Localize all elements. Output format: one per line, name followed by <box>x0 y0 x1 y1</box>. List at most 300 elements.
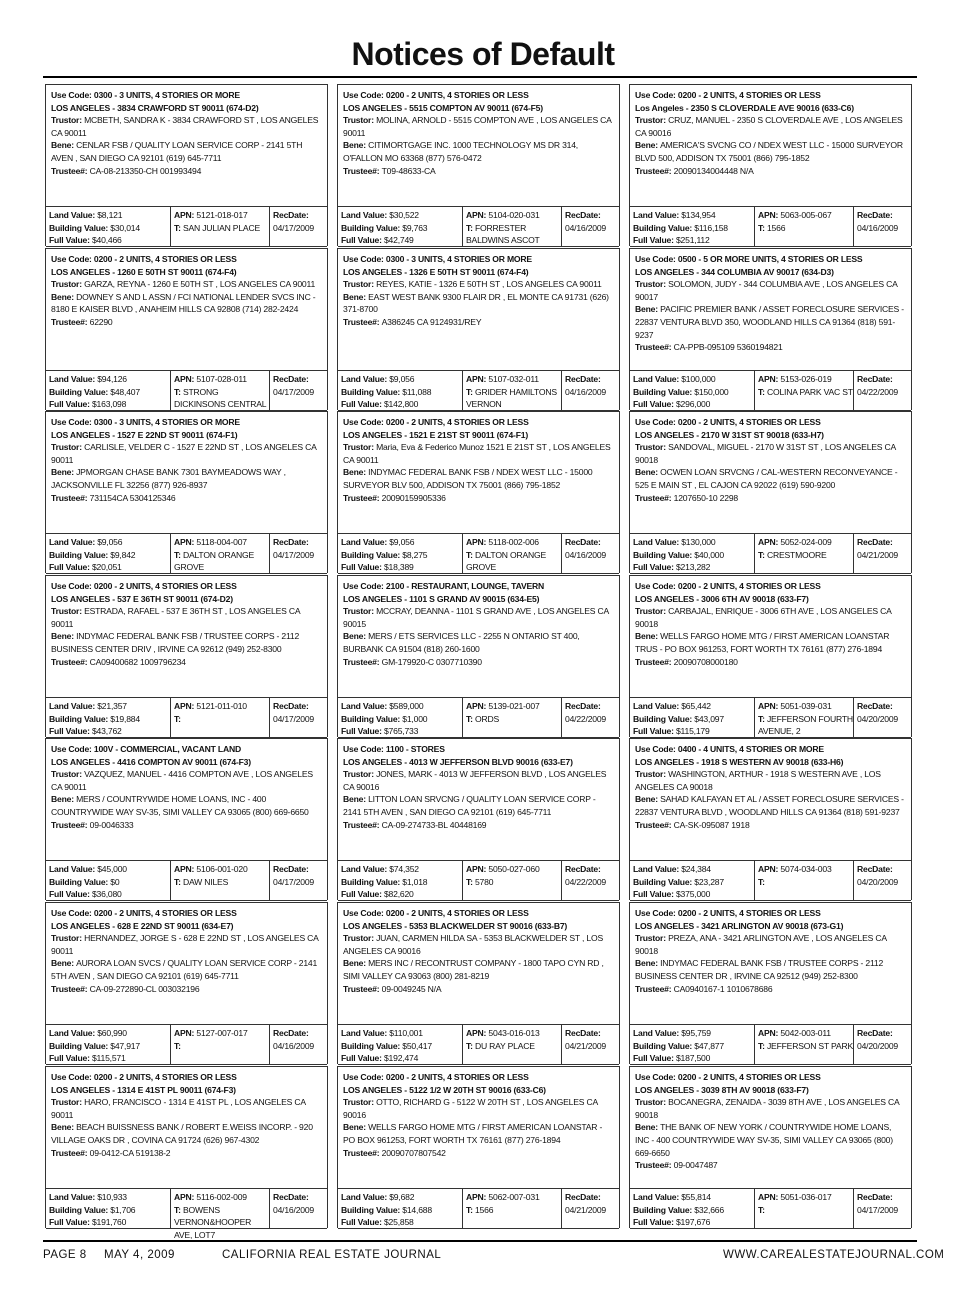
notice-card <box>629 738 912 900</box>
building-value <box>49 386 170 399</box>
building-value-label: Building Value: <box>633 222 695 233</box>
use-code: Use Code: 0200 - 2 UNITS, 4 STORIES OR LESS <box>51 254 237 264</box>
trustee-number-value: T09-48633-CA <box>381 165 436 176</box>
tract-label: T: <box>466 713 475 724</box>
apn-value: 5107-032-011 <box>488 374 539 384</box>
recdate-value: 04/21/2009 <box>565 1040 607 1051</box>
apn-cell <box>462 534 561 573</box>
beneficiary-label: Bene: <box>343 140 369 151</box>
property-address: LOS ANGELES - 1101 S GRAND AV 90015 (634-E5) <box>343 593 540 604</box>
apn-label: APN: <box>758 864 781 874</box>
tract-label: T: <box>174 1204 183 1215</box>
tract-value: STRONG DICKINSONS CENTRAL <box>174 386 267 410</box>
trustor <box>635 114 907 139</box>
notice-card <box>45 738 328 900</box>
apn-cell <box>170 371 269 410</box>
apn-cell <box>754 371 853 410</box>
tract-value: FORRESTER BALDWINS ASCOT <box>466 222 540 246</box>
building-value-label: Building Value: <box>341 386 403 397</box>
land-value-value: $134,954 <box>681 210 716 220</box>
values-cell <box>338 861 462 900</box>
tract <box>466 386 561 411</box>
apn-value: 5042-003-011 <box>780 1028 831 1038</box>
tract-value: 1566 <box>474 1204 494 1215</box>
notice-card <box>337 411 620 573</box>
apn-label: APN: <box>466 1028 489 1038</box>
tract-value: SAN JULIAN PLACE <box>182 222 260 233</box>
tract-value: BOWENS VERNON&HOOPER AVE, LOT7 <box>174 1204 252 1240</box>
notice-text <box>630 903 911 1024</box>
tract <box>466 1204 561 1217</box>
apn-label: APN: <box>174 210 197 220</box>
beneficiary <box>635 957 907 982</box>
apn <box>174 1191 269 1204</box>
recdate-value: 04/21/2009 <box>857 549 899 560</box>
land-value-value: $9,056 <box>97 537 123 547</box>
recdate-value: 04/20/2009 <box>857 1040 899 1051</box>
trustee-number-label: Trustee#: <box>635 492 674 503</box>
trustor-value: OTTO, RICHARD G - 5122 W 20TH ST , LOS ANGELES CA 90016 <box>343 1097 598 1120</box>
building-value-value: $48,407 <box>110 386 140 397</box>
use-code: Use Code: 100V - COMMERCIAL, VACANT LAND <box>51 744 241 754</box>
notice-card <box>45 84 328 246</box>
land-value <box>49 1191 170 1204</box>
value-strip <box>46 860 327 901</box>
trustor-value: GARZA, REYNA - 1260 E 50TH ST , LOS ANGELES CA 90011 <box>84 279 316 290</box>
recdate-label: RecDate: <box>565 701 601 711</box>
tract-label: T: <box>758 1040 767 1051</box>
tract-label: T: <box>466 1204 475 1215</box>
values-cell <box>630 698 754 737</box>
values-cell <box>338 207 462 246</box>
recdate-label: RecDate: <box>273 210 309 220</box>
recdate-value: 04/22/2009 <box>565 713 607 724</box>
beneficiary-label: Bene: <box>51 794 77 805</box>
value-strip <box>630 697 911 738</box>
use-code: Use Code: 0200 - 2 UNITS, 4 STORIES OR LESS <box>343 908 529 918</box>
full-value-label: Full Value: <box>341 235 384 246</box>
trustor-value: MOLINA, ARNOLD - 5515 COMPTON AVE , LOS ANGELES CA 90011 <box>343 115 612 138</box>
tract <box>758 876 853 889</box>
apn-cell <box>462 861 561 900</box>
property-address: LOS ANGELES - 3834 CRAWFORD ST 90011 (674-D2) <box>51 102 259 113</box>
notice-text <box>46 576 327 697</box>
trustee-number-value: CA-PPB-095109 5360194821 <box>673 342 783 353</box>
recdate-value: 04/17/2009 <box>273 222 315 233</box>
land-value-label: Land Value: <box>49 210 98 220</box>
trustor <box>343 278 615 291</box>
value-strip <box>630 1188 911 1229</box>
trustee-number-value: 09-0046333 <box>89 819 134 830</box>
trustee-number-value: CA09400682 1009796234 <box>89 656 186 667</box>
full-value <box>633 1052 754 1065</box>
beneficiary <box>635 139 907 164</box>
apn <box>174 536 269 549</box>
building-value <box>341 876 462 889</box>
tract-label: T: <box>174 876 183 887</box>
full-value-label: Full Value: <box>49 562 92 573</box>
values-cell <box>630 861 754 900</box>
use-code: Use Code: 0200 - 2 UNITS, 4 STORIES OR LESS <box>51 581 237 591</box>
notice-card <box>629 84 912 246</box>
trustor-label: Trustor: <box>51 115 85 126</box>
values-cell <box>630 371 754 410</box>
building-value-label: Building Value: <box>633 549 695 560</box>
beneficiary-label: Bene: <box>51 631 77 642</box>
full-value-value: $43,762 <box>91 726 122 737</box>
beneficiary <box>343 466 615 491</box>
full-value-value: $197,676 <box>675 1217 711 1228</box>
tract <box>174 1040 269 1053</box>
value-strip <box>630 860 911 901</box>
apn-value: 5139-021-007 <box>488 701 540 711</box>
trustor <box>343 768 615 793</box>
use-code: Use Code: 0200 - 2 UNITS, 4 STORIES OR LESS <box>635 908 821 918</box>
trustee-number <box>51 819 323 832</box>
value-strip <box>46 533 327 574</box>
use-code: Use Code: 0300 - 3 UNITS, 4 STORIES OR MORE <box>51 90 240 100</box>
notice-card <box>45 1066 328 1240</box>
values-cell <box>46 861 170 900</box>
trustor <box>343 441 615 466</box>
beneficiary-label: Bene: <box>51 1122 77 1133</box>
notice-text <box>46 1067 327 1188</box>
land-value-value: $130,000 <box>681 537 716 547</box>
apn-value: 5107-028-011 <box>196 374 247 384</box>
tract <box>758 549 853 562</box>
building-value <box>49 1040 170 1053</box>
apn-value: 5050-027-060 <box>488 864 540 874</box>
trustee-number <box>343 656 615 669</box>
apn-value: 5127-007-017 <box>196 1028 248 1038</box>
building-value <box>341 386 462 399</box>
property-address: Los Angeles - 2350 S CLOVERDALE AVE 90016 (633-C6) <box>635 102 854 113</box>
tract-value: DALTON ORANGE GROVE <box>466 549 547 573</box>
recdate-cell <box>269 861 329 900</box>
notice-text <box>46 739 327 860</box>
apn-cell <box>754 1025 853 1064</box>
notice-card <box>337 738 620 900</box>
trustor <box>343 932 615 957</box>
beneficiary-label: Bene: <box>343 467 369 478</box>
trustee-number <box>343 316 615 329</box>
full-value-label: Full Value: <box>49 726 92 737</box>
trustee-number-value: 20090708000180 <box>673 656 738 667</box>
apn <box>758 536 853 549</box>
tract-label: T: <box>466 876 475 887</box>
trustor <box>635 768 907 793</box>
trustee-number <box>343 983 615 996</box>
values-cell <box>46 698 170 737</box>
land-value <box>633 209 754 222</box>
use-code: Use Code: 0200 - 2 UNITS, 4 STORIES OR LESS <box>51 908 237 918</box>
apn-label: APN: <box>466 537 489 547</box>
full-value <box>341 725 462 738</box>
beneficiary <box>51 466 323 491</box>
property-address: LOS ANGELES - 4416 COMPTON AV 90011 (674-F3) <box>51 756 251 767</box>
trustor-label: Trustor: <box>343 1097 377 1108</box>
beneficiary <box>343 139 615 164</box>
land-value-label: Land Value: <box>633 374 682 384</box>
values-cell <box>46 371 170 410</box>
notice-text <box>630 739 911 860</box>
land-value-value: $10,933 <box>97 1192 127 1202</box>
trustee-number-label: Trustee#: <box>51 165 90 176</box>
full-value-label: Full Value: <box>633 562 676 573</box>
full-value <box>49 234 170 247</box>
full-value-value: $163,098 <box>91 399 127 410</box>
value-strip <box>338 860 619 901</box>
tract <box>466 876 561 889</box>
beneficiary-value: JPMORGAN CHASE BANK 7301 BAYMEADOWS WAY , JACKSONVILLE FL 32256 (877) 926-8937 <box>51 467 286 490</box>
trustee-number-label: Trustee#: <box>51 656 90 667</box>
apn-cell <box>462 1189 561 1228</box>
trustee-number-label: Trustee#: <box>343 492 382 503</box>
building-value-value: $1,000 <box>402 713 428 724</box>
tract-value: DALTON ORANGE GROVE <box>174 549 255 573</box>
land-value-label: Land Value: <box>49 701 98 711</box>
full-value-value: $42,749 <box>383 235 414 246</box>
apn-cell <box>462 207 561 246</box>
recdate-value: 04/17/2009 <box>273 713 315 724</box>
trustor <box>51 1096 323 1121</box>
trustor <box>51 768 323 793</box>
tract-label: T: <box>466 222 475 233</box>
full-value-label: Full Value: <box>633 399 676 410</box>
property-address: LOS ANGELES - 5515 COMPTON AV 90011 (674-F5) <box>343 102 543 113</box>
land-value <box>633 536 754 549</box>
recdate-label: RecDate: <box>273 374 309 384</box>
property-address: LOS ANGELES - 4013 W JEFFERSON BLVD 90016 (633-E7) <box>343 756 573 767</box>
trustee-number-value: CA-SK-095087 1918 <box>673 819 750 830</box>
building-value-value: $23,287 <box>694 876 724 887</box>
building-value-value: $11,088 <box>402 386 432 397</box>
beneficiary <box>635 793 907 818</box>
property-address: LOS ANGELES - 3421 ARLINGTON AV 90018 (673-G1) <box>635 920 844 931</box>
recdate-label: RecDate: <box>565 1028 601 1038</box>
beneficiary-label: Bene: <box>343 794 369 805</box>
full-value <box>341 561 462 574</box>
notice-text <box>630 412 911 533</box>
notice-card <box>629 248 912 410</box>
full-value-value: $187,500 <box>675 1053 711 1064</box>
full-value-value: $375,000 <box>675 889 711 900</box>
tract-label: T: <box>758 386 767 397</box>
use-code: Use Code: 0300 - 3 UNITS, 4 STORIES OR MORE <box>343 254 532 264</box>
trustee-number-label: Trustee#: <box>343 819 382 830</box>
notice-card <box>45 411 328 573</box>
trustor-label: Trustor: <box>635 606 669 617</box>
beneficiary-value: EAST WEST BANK 9300 FLAIR DR , EL MONTE CA 91731 (626) 371-8700 <box>343 291 609 315</box>
apn-value: 5051-039-031 <box>780 701 832 711</box>
land-value-value: $8,121 <box>97 210 123 220</box>
value-strip <box>630 533 911 574</box>
full-value-label: Full Value: <box>341 1217 384 1228</box>
apn-cell <box>754 698 853 737</box>
building-value <box>49 549 170 562</box>
apn <box>466 1027 561 1040</box>
full-value <box>341 1216 462 1229</box>
use-code: Use Code: 2100 - RESTAURANT, LOUNGE, TAVERN <box>343 581 545 591</box>
recdate-label: RecDate: <box>857 537 893 547</box>
building-value <box>341 713 462 726</box>
land-value <box>341 700 462 713</box>
apn <box>174 373 269 386</box>
beneficiary-value: THE BANK OF NEW YORK / COUNTRYWIDE HOME LOANS, INC - 400 COUNTRYWIDE WAY SV-35, SIMI VALLEY CA 93065 (800) 669-6650 <box>635 1122 893 1158</box>
building-value <box>49 876 170 889</box>
recdate-value: 04/16/2009 <box>273 1040 315 1051</box>
land-value-value: $60,990 <box>97 1028 127 1038</box>
value-strip <box>338 1188 619 1229</box>
full-value-label: Full Value: <box>633 1217 676 1228</box>
full-value-label: Full Value: <box>633 235 676 246</box>
apn-value: 5118-004-007 <box>196 537 247 547</box>
beneficiary-label: Bene: <box>51 291 77 302</box>
apn-label: APN: <box>466 701 489 711</box>
land-value <box>49 1027 170 1040</box>
recdate-label: RecDate: <box>273 1192 309 1202</box>
beneficiary-label: Bene: <box>635 467 661 478</box>
beneficiary-value: AMERICA'S SVCNG CO / NDEX WEST LLC - 15000 SURVEYOR BLVD 500, ADDISON TX 75001 (866) 795-1852 <box>635 140 903 163</box>
tract-value: 1566 <box>766 222 786 233</box>
full-value-label: Full Value: <box>49 399 92 410</box>
full-value-label: Full Value: <box>633 1053 676 1064</box>
recdate-label: RecDate: <box>273 864 309 874</box>
land-value-value: $110,001 <box>389 1028 423 1038</box>
tract-value: JEFFERSON ST PARK <box>766 1040 854 1051</box>
tract-label: T: <box>174 549 183 560</box>
recdate-label: RecDate: <box>857 374 893 384</box>
building-value-label: Building Value: <box>341 1204 403 1215</box>
full-value-label: Full Value: <box>341 726 384 737</box>
beneficiary-value: INDYMAC FEDERAL BANK FSB / NDEX WEST LLC - 15000 SURVEYOR BLV 500, ADDISON TX 75001 (866) 795-1852 <box>343 467 593 490</box>
apn-cell <box>462 371 561 410</box>
trustee-number-value: 09-0049245 N/A <box>381 983 442 994</box>
apn-cell <box>462 1025 561 1064</box>
trustee-number <box>635 819 907 832</box>
trustor-value: MCCRAY, DEANNA - 1101 S GRAND AVE , LOS ANGELES CA 90015 <box>343 606 609 629</box>
beneficiary-label: Bene: <box>635 304 661 315</box>
full-value <box>49 1052 170 1065</box>
values-cell <box>46 1025 170 1064</box>
trustee-number-value: 20090159905336 <box>381 492 446 503</box>
value-strip <box>46 697 327 738</box>
trustor <box>635 278 907 303</box>
building-value-value: $43,097 <box>694 713 724 724</box>
notice-card <box>337 575 620 737</box>
beneficiary-label: Bene: <box>51 140 77 151</box>
land-value-label: Land Value: <box>341 374 390 384</box>
building-value-label: Building Value: <box>49 386 111 397</box>
property-address: LOS ANGELES - 3039 8TH AV 90018 (633-F7) <box>635 1084 809 1095</box>
beneficiary <box>635 630 907 655</box>
recdate-cell <box>561 1025 621 1064</box>
building-value-label: Building Value: <box>49 1040 111 1051</box>
recdate-label: RecDate: <box>273 1028 309 1038</box>
values-cell <box>46 534 170 573</box>
recdate-cell <box>561 1189 621 1228</box>
trustor-value: VAZQUEZ, MANUEL - 4416 COMPTON AVE , LOS ANGELES CA 90011 <box>51 769 313 792</box>
building-value-label: Building Value: <box>341 876 403 887</box>
apn-label: APN: <box>466 210 489 220</box>
apn <box>466 536 561 549</box>
land-value-value: $55,814 <box>681 1192 711 1202</box>
building-value-value: $47,877 <box>694 1040 724 1051</box>
tract-label: T: <box>758 876 765 887</box>
trustor-label: Trustor: <box>343 933 377 944</box>
apn-label: APN: <box>758 1028 781 1038</box>
trustee-number-label: Trustee#: <box>51 492 90 503</box>
tract <box>758 713 853 738</box>
apn-value: 5116-002-009 <box>196 1192 247 1202</box>
full-value-label: Full Value: <box>49 889 92 900</box>
apn-label: APN: <box>174 374 197 384</box>
beneficiary-label: Bene: <box>343 631 369 642</box>
bottom-rule <box>43 1240 917 1242</box>
tract <box>174 876 269 889</box>
trustor-label: Trustor: <box>635 1097 669 1108</box>
trustee-number <box>343 165 615 178</box>
beneficiary <box>635 303 907 341</box>
full-value-label: Full Value: <box>633 889 676 900</box>
land-value-label: Land Value: <box>341 537 390 547</box>
use-code: Use Code: 0300 - 3 UNITS, 4 STORIES OR MORE <box>51 417 240 427</box>
property-address: LOS ANGELES - 628 E 22ND ST 90011 (634-E7) <box>51 920 234 931</box>
beneficiary-value: SAHAD KALFAYAN ET AL / ASSET FORECLOSURE SERVICES - 22837 VENTURA BLVD , WOODLAND HILLS CA 91364 (818) 591-9237 <box>635 794 904 817</box>
use-code: Use Code: 0200 - 2 UNITS, 4 STORIES OR LESS <box>51 1072 237 1082</box>
notice-card <box>337 84 620 246</box>
property-address: LOS ANGELES - 537 E 36TH ST 90011 (674-D2) <box>51 593 233 604</box>
land-value-value: $30,522 <box>389 210 419 220</box>
recdate-label: RecDate: <box>857 1192 893 1202</box>
apn <box>174 1027 269 1040</box>
full-value <box>633 561 754 574</box>
building-value <box>633 876 754 889</box>
values-cell <box>46 207 170 246</box>
building-value <box>49 713 170 726</box>
trustee-number-label: Trustee#: <box>343 165 382 176</box>
tract <box>174 386 269 411</box>
recdate-label: RecDate: <box>565 374 601 384</box>
full-value-value: $115,179 <box>675 726 710 737</box>
trustor <box>51 114 323 139</box>
values-cell <box>630 207 754 246</box>
full-value-value: $115,571 <box>91 1053 126 1064</box>
building-value <box>633 713 754 726</box>
notice-card <box>45 575 328 737</box>
notice-text <box>46 903 327 1024</box>
land-value <box>49 536 170 549</box>
notice-card <box>337 1066 620 1228</box>
beneficiary <box>343 957 615 982</box>
tract <box>758 222 853 235</box>
full-value <box>341 1052 462 1065</box>
trustor-value: ESTRADA, RAFAEL - 537 E 36TH ST , LOS ANGELES CA 90011 <box>51 606 300 629</box>
value-strip <box>630 1024 911 1065</box>
building-value-label: Building Value: <box>341 713 403 724</box>
use-code: Use Code: 0500 - 5 OR MORE UNITS, 4 STORIES OR LESS <box>635 254 863 264</box>
building-value-value: $50,417 <box>402 1040 432 1051</box>
building-value-label: Building Value: <box>633 386 695 397</box>
trustor-label: Trustor: <box>635 115 669 126</box>
beneficiary-value: WELLS FARGO HOME MTG / FIRST AMERICAN LOANSTAR TRUS - PO BOX 961253, FORT WORTH TX 76161 (877) 276-1894 <box>635 631 890 654</box>
trustor <box>51 278 323 291</box>
trustee-number-value: CA-09-272890-CL 003032196 <box>89 983 200 994</box>
apn-label: APN: <box>174 1192 197 1202</box>
building-value-value: $116,158 <box>694 222 728 233</box>
full-value <box>49 725 170 738</box>
notice-card <box>629 902 912 1064</box>
